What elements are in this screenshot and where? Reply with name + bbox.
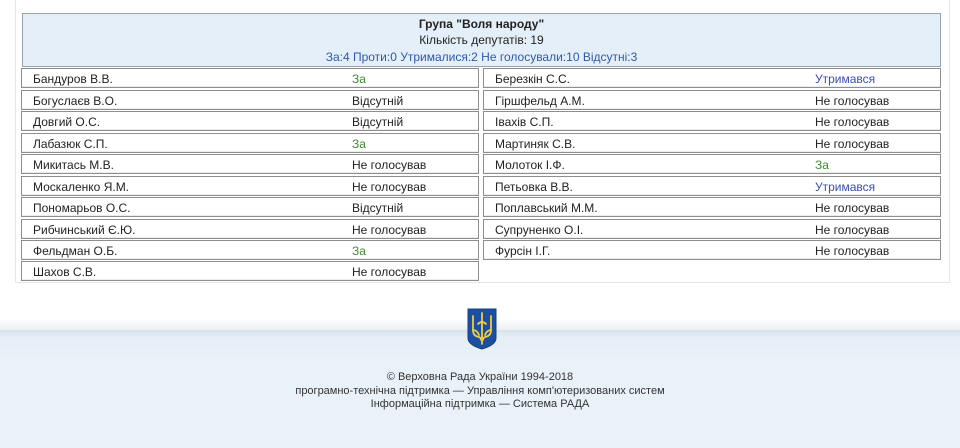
deputy-vote: Не голосував: [352, 180, 427, 194]
deputy-name: Лабазюк С.П.: [33, 137, 108, 151]
deputy-vote: Утримався: [815, 180, 876, 194]
deputy-name: Фельдман О.Б.: [33, 244, 118, 258]
deputy-row: [21, 68, 479, 88]
deputy-name: Фурсін І.Г.: [495, 244, 551, 258]
deputy-vote: Не голосував: [815, 223, 890, 237]
deputy-row: [483, 197, 941, 217]
deputy-vote: Не голосував: [815, 201, 890, 215]
deputy-name: Шахов С.В.: [33, 265, 97, 279]
deputy-row: [21, 90, 479, 110]
deputy-vote: Не голосував: [352, 158, 427, 172]
deputy-row: [483, 90, 941, 110]
deputy-row: [483, 219, 941, 239]
deputy-vote: Не голосував: [815, 244, 890, 258]
ukraine-trident-emblem-icon[interactable]: [467, 308, 497, 350]
deputy-vote: Не голосував: [815, 137, 890, 151]
deputy-row: [21, 219, 479, 239]
deputy-row: [21, 176, 479, 196]
deputy-row: [483, 111, 941, 131]
deputy-name: Бандуров В.В.: [33, 72, 113, 86]
deputy-name: Микитась М.В.: [33, 158, 114, 172]
deputy-vote: Відсутній: [352, 115, 404, 129]
deputy-row: [21, 240, 479, 260]
deputy-row: [483, 240, 941, 260]
deputy-row: [21, 154, 479, 174]
deputy-vote: За: [352, 244, 366, 258]
deputy-row: [483, 68, 941, 88]
deputy-name: Гіршфельд А.М.: [495, 94, 585, 108]
deputy-vote: За: [352, 72, 366, 86]
deputy-vote: Не голосував: [352, 265, 427, 279]
group-header: [22, 13, 941, 67]
deputy-row: [483, 176, 941, 196]
deputy-name: Пономарьов О.С.: [33, 201, 131, 215]
footer-info-support: Інформаційна підтримка — Система РАДА: [370, 398, 590, 410]
deputy-name: Молоток І.Ф.: [495, 158, 565, 172]
deputy-row: [21, 133, 479, 153]
deputy-name: Богуслаєв В.О.: [33, 94, 118, 108]
deputy-vote: Не голосував: [352, 223, 427, 237]
deputy-row: [21, 261, 479, 281]
deputy-count: Кількість депутатів: 19: [419, 33, 544, 47]
footer-tech-support: програмно-технічна підтримка — Управління комп'ютеризованих систем: [295, 385, 665, 397]
deputy-vote: Утримався: [815, 72, 876, 86]
deputy-name: Петьовка В.В.: [495, 180, 573, 194]
group-title: Група "Воля народу": [418, 17, 545, 31]
deputy-name: Супруненко О.І.: [495, 223, 584, 237]
deputy-row: [21, 111, 479, 131]
deputy-name: Іваxів С.П.: [495, 115, 554, 129]
deputy-vote: За: [815, 158, 829, 172]
deputy-name: Поплавський М.М.: [495, 201, 598, 215]
deputy-name: Мартиняк С.В.: [495, 137, 576, 151]
deputy-vote: Відсутній: [352, 201, 404, 215]
vote-summary: За:4 Проти:0 Утрималися:2 Не голосували:10 Відсутні:3: [325, 50, 638, 64]
deputy-name: Москаленко Я.М.: [33, 180, 130, 194]
deputy-name: Довгий О.С.: [33, 115, 101, 129]
deputy-name: Рибчинський Є.Ю.: [33, 223, 136, 237]
deputy-row: [483, 154, 941, 174]
deputy-vote: Відсутній: [352, 94, 404, 108]
deputy-vote: За: [352, 137, 366, 151]
deputy-row: [21, 197, 479, 217]
deputy-name: Березкін С.С.: [495, 72, 571, 86]
footer-copyright: © Верховна Рада України 1994-2018: [386, 371, 574, 383]
deputy-row: [483, 133, 941, 153]
deputy-vote: Не голосував: [815, 94, 890, 108]
deputy-vote: Не голосував: [815, 115, 890, 129]
